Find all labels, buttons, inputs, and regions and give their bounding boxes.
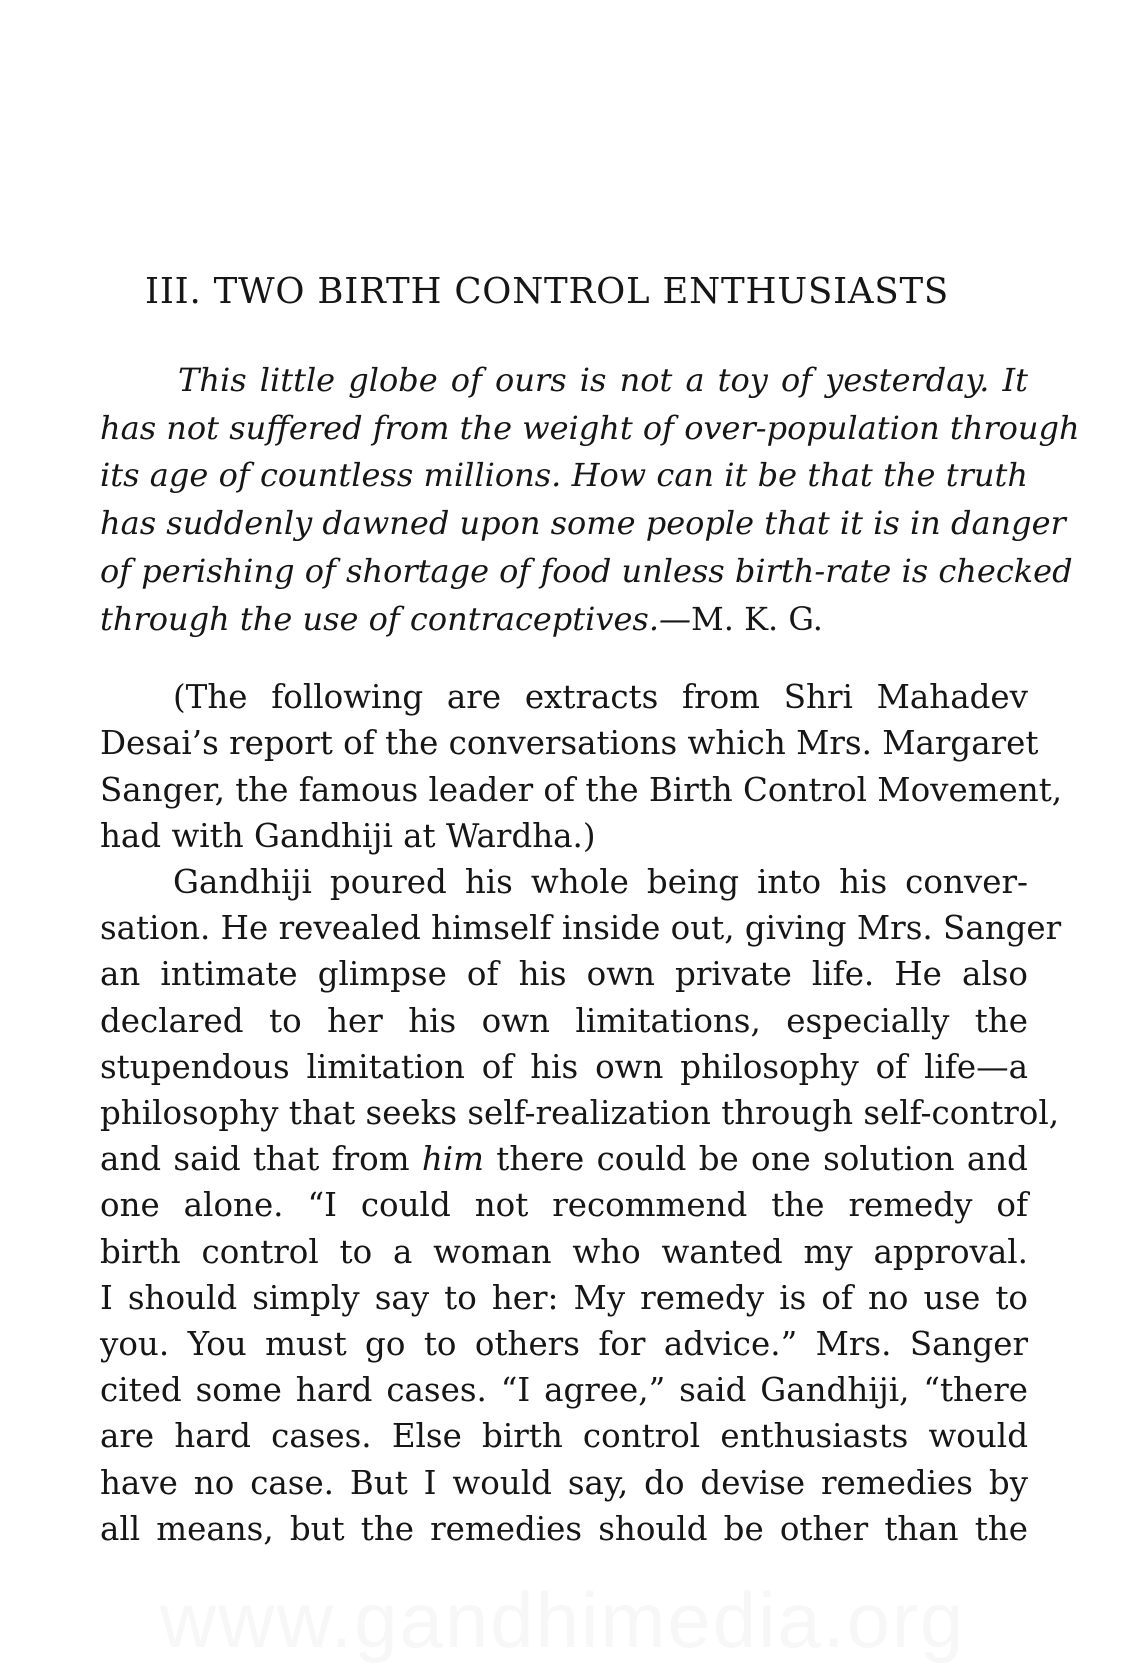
paragraph-line: one alone. “I could not recommend the remedy of <box>100 1186 1028 1225</box>
epigraph-line: of perishing of shortage of food unless birth-rate is checked <box>100 551 1073 590</box>
epigraph <box>100 357 1080 643</box>
epigraph-signature: M. K. G. <box>690 599 823 638</box>
paragraph-line: stupendous limitation of his own philosophy of life—a <box>100 1047 1028 1086</box>
paragraph-line: (The following are extracts from Shri Mahadev <box>173 678 1028 717</box>
epigraph-last-line <box>100 596 1028 644</box>
paragraph-line: Gandhiji poured his whole being into his conver- <box>173 863 1028 902</box>
paragraph-line: Desai’s report of the conversations which Mrs. Margaret <box>100 724 1039 763</box>
paragraph-line: birth control to a woman who wanted my approval. <box>100 1232 1028 1271</box>
watermark: www.gandhimedia.org <box>159 1576 966 1664</box>
paragraph-line: all means, but the remedies should be other than the <box>100 1509 1028 1548</box>
book-page <box>100 270 1080 1552</box>
paragraph-line-with-emphasis <box>100 1136 1028 1182</box>
epigraph-line: This little globe of ours is not a toy of yesterday. It <box>178 361 1028 399</box>
paragraph-line: declared to her his own limitations, especially the <box>100 1001 1028 1040</box>
paragraph-line: had with Gandhiji at Wardha.) <box>100 816 596 855</box>
epigraph-line: through the use of contraceptives.— <box>100 599 691 638</box>
line-segment: and said that from <box>100 1140 410 1179</box>
paragraph-line: I should simply say to her: My remedy is of no use to <box>100 1278 1028 1317</box>
paragraph-line: Sanger, the famous leader of the Birth Control Movement, <box>100 770 1063 809</box>
epigraph-line: its age of countless millions. How can it be that the truth <box>100 456 1028 495</box>
epigraph-line: has suddenly dawned upon some people that it is in danger <box>100 504 1066 543</box>
body-text <box>100 674 1063 1552</box>
chapter-title: III. TWO BIRTH CONTROL ENTHUSIASTS <box>145 271 950 312</box>
paragraph-line: philosophy that seeks self-realization through self-control, <box>100 1094 1060 1133</box>
paragraph-line: have no case. But I would say, do devise remedies by <box>100 1463 1028 1502</box>
paragraph-line: cited some hard cases. “I agree,” said Gandhiji, “there <box>100 1371 1028 1410</box>
paragraph-line: an intimate glimpse of his own private life. He also <box>100 955 1028 994</box>
main-paragraph <box>100 859 1062 1552</box>
emphasized-word: him <box>421 1140 485 1179</box>
intro-paragraph <box>100 674 1063 859</box>
paragraph-line: are hard cases. Else birth control enthusiasts would <box>100 1417 1028 1456</box>
line-segment: there could be one solution and <box>496 1140 1028 1179</box>
epigraph-line: has not suffered from the weight of over-population through <box>100 408 1080 447</box>
paragraph-line: sation. He revealed himself inside out, giving Mrs. Sanger <box>100 909 1062 948</box>
paragraph-line: you. You must go to others for advice.” Mrs. Sanger <box>100 1325 1028 1364</box>
